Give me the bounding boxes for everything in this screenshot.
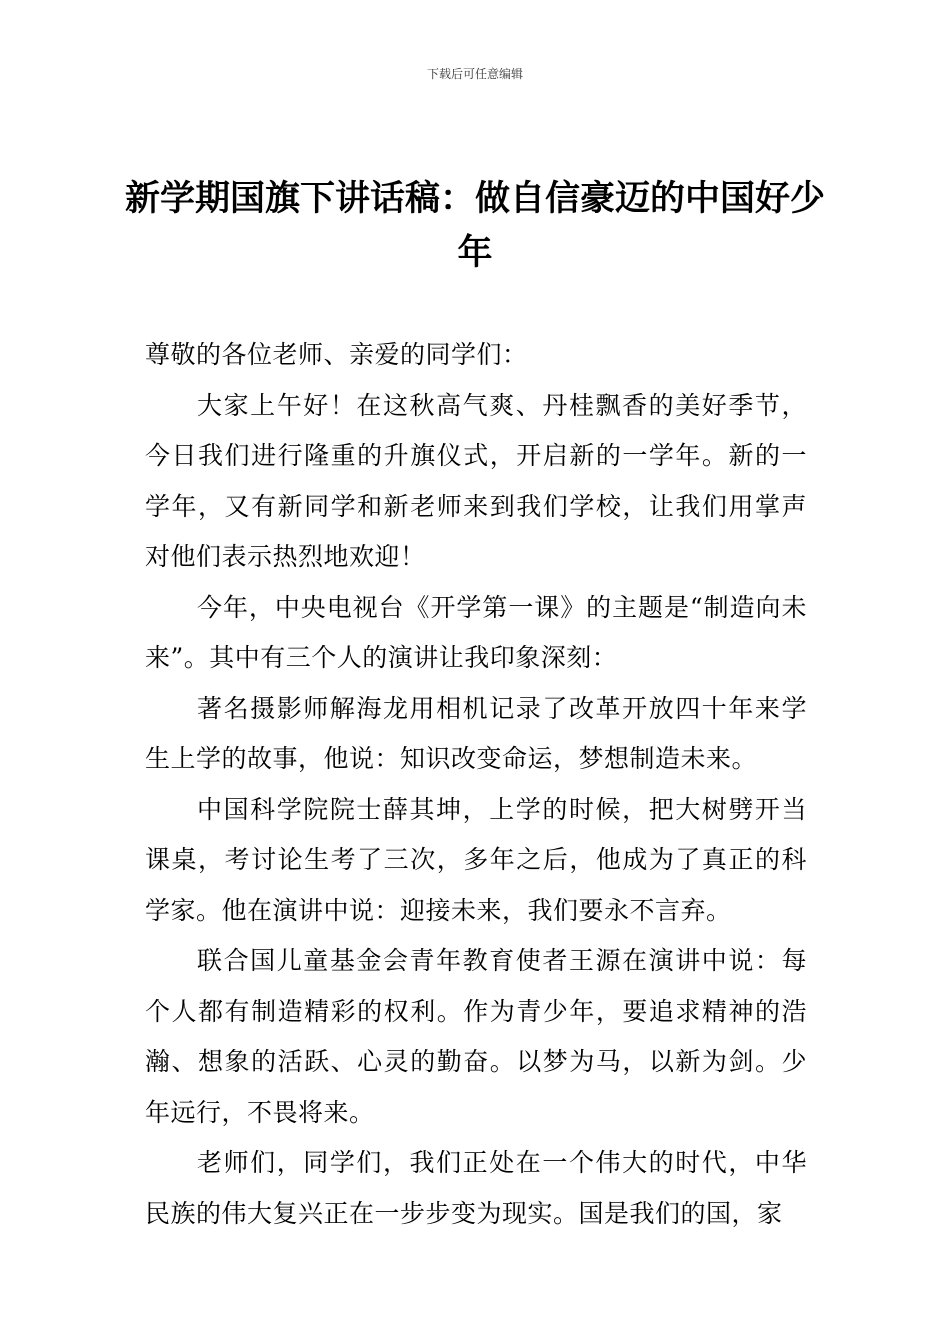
paragraph: 联合国儿童基金会青年教育使者王源在演讲中说：每个人都有制造精彩的权利。作为青少年，要追求精神的浩瀚、想象的活跃、心灵的勤奋。以梦为马，以新为剑。少年远行，不畏将来。 xyxy=(145,946,807,1127)
paragraph: 大家上午好！在这秋高气爽、丹桂飘香的美好季节，今日我们进行隆重的升旗仪式，开启新的一学年。新的一学年，又有新同学和新老师来到我们学校，让我们用掌声对他们表示热烈地欢迎！ xyxy=(145,390,807,571)
paragraph: 著名摄影师解海龙用相机记录了改革开放四十年来学生上学的故事，他说：知识改变命运，梦想制造未来。 xyxy=(145,693,807,773)
paragraph: 老师们，同学们，我们正处在一个伟大的时代，中华民族的伟大复兴正在一步步变为现实。国是我们的国，家 xyxy=(145,1148,807,1228)
document-title: 新学期国旗下讲话稿：做自信豪迈的中国好少年 xyxy=(124,179,825,273)
paragraph: 中国科学院院士薛其坤，上学的时候，把大树劈开当课桌，考讨论生考了三次，多年之后，他成为了真正的科学家。他在演讲中说：迎接未来，我们要永不言弃。 xyxy=(145,794,807,925)
document-body xyxy=(145,330,807,1239)
paragraph: 今年，中央电视台《开学第一课》的主题是“制造向未来”。其中有三个人的演讲让我印象深刻： xyxy=(145,592,807,672)
header-note: 下载后可任意编辑 xyxy=(426,67,523,81)
salutation: 尊敬的各位老师、亲爱的同学们： xyxy=(145,340,528,369)
